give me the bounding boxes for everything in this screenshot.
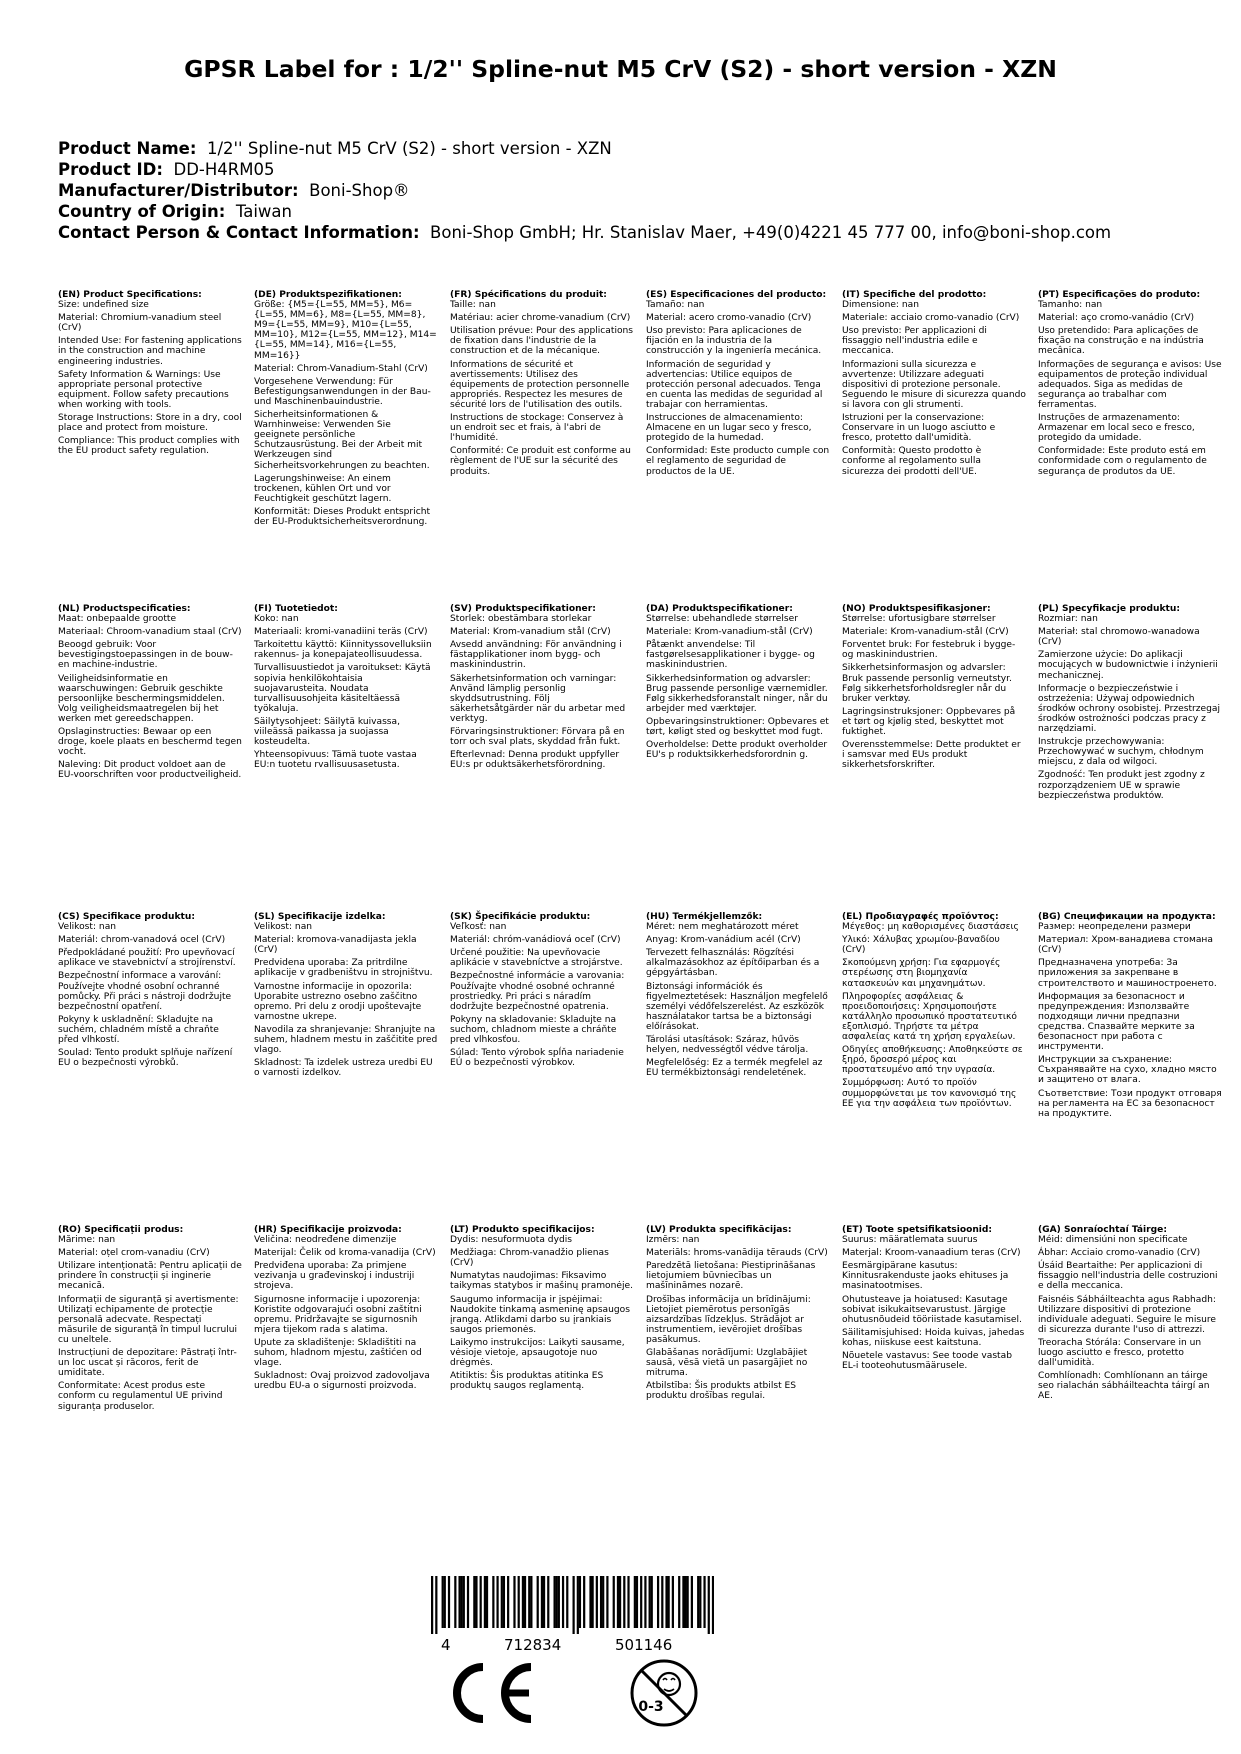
spec-line: Información de seguridad y advertencias: Utilice equipos de protección personal adecuados. Tenga en cuenta las medidas de seguridad al trabajar con herramientas. xyxy=(646,359,823,410)
spec-line: Megfelelőség: Ez a termék megfelel az EU termékbiztonsági rendeletének. xyxy=(646,1058,823,1079)
spec-line: Medžiaga: Chrom-vanadžio plienas (CrV) xyxy=(450,1248,609,1269)
info-value: 1/2'' Spline-nut M5 CrV (S2) - short version - XZN xyxy=(206,139,612,158)
spec-heading: (DE) Produktspezifikationen: xyxy=(254,290,402,300)
spec-heading: (HR) Specifikacije proizvoda: xyxy=(254,1225,402,1235)
spec-line: Materiale: Krom-vanadium-stål (CrV) xyxy=(646,627,813,638)
barcode-bar xyxy=(682,1576,684,1628)
spec-block xyxy=(254,1225,438,1394)
spec-line: Sigurnosne informacije i upozorenja: Koristite odgovarajući osobni zaštitni opremu. Pridržavajte se sigurnosnih mjera tijekom rada s alatima. xyxy=(254,1294,422,1335)
spec-line: Uso previsto: Per applicazioni di fissaggio nell'industria edile e meccanica. xyxy=(842,326,987,357)
spec-line: Eesmärgipärane kasutus: Kinnitusrakenduste jaoks ehituses ja masinatootmises. xyxy=(842,1261,1009,1292)
barcode-bar xyxy=(507,1576,509,1628)
barcode-bar xyxy=(712,1576,714,1634)
spec-line: Avsedd användning: För användning i fästapplikationer inom bygg- och maskinindustrin. xyxy=(450,640,622,671)
barcode-bar xyxy=(577,1576,579,1634)
barcode-bar xyxy=(617,1576,619,1628)
spec-line: Biztonsági információk és figyelmeztetések: Használjon megfelelő személyi védőfelszerelést. Az eszközök használatakor tartsa be a biztonsági előírásokat. xyxy=(646,981,828,1032)
barcode-bar xyxy=(668,1576,670,1628)
spec-block xyxy=(1038,290,1222,480)
barcode-bar xyxy=(562,1576,564,1628)
spec-line: Saugumo informacija ir įspėjimai: Naudokite tinkamą asmeninę apsaugos įrangą. Atlikdami darbo su įrankiais saugos priemonės. xyxy=(450,1294,630,1335)
spec-line: Предназначена употреба: За приложения за закрепване в строителството и машиностроенето. xyxy=(1038,958,1217,989)
spec-line: Tamanho: nan xyxy=(1038,300,1103,311)
spec-line: Materiale: Krom-vanadium-stål (CrV) xyxy=(842,627,1009,638)
spec-line: Méret: nem meghatározott méret xyxy=(646,922,799,933)
spec-line: Dydis: nesuformuota dydis xyxy=(450,1235,572,1246)
info-label: Contact Person & Contact Information: xyxy=(58,223,420,242)
spec-line: Οδηγίες αποθήκευσης: Αποθηκεύστε σε ξηρό, δροσερό μέρος και προστατευμένο από την υγρασία. xyxy=(842,1045,1023,1076)
spec-line: Upute za skladištenje: Skladištiti na suhom, hladnom mjestu, zaštićen od vlage. xyxy=(254,1337,422,1369)
spec-line: Overholdelse: Dette produkt overholder EU's p roduktsikkerhedsforordnin g. xyxy=(646,740,828,761)
spec-line: Dimensione: nan xyxy=(842,300,919,311)
barcode-bar xyxy=(458,1576,460,1628)
barcode-bar xyxy=(699,1576,701,1628)
spec-block xyxy=(450,1225,634,1394)
spec-block xyxy=(842,290,1026,480)
spec-heading: (PL) Specyfikacje produktu: xyxy=(1038,604,1180,614)
barcode-bar xyxy=(602,1576,604,1628)
spec-block xyxy=(1038,604,1222,804)
spec-line: Navodila za shranjevanje: Shranjujte na suhem, hladnem mestu in zaščitite pred vlago. xyxy=(254,1024,438,1056)
spec-line: Pokyny na skladovanie: Skladujte na suchom, chladnom mieste a chráňte pred vlhkosťou. xyxy=(450,1014,617,1046)
barcode-bar xyxy=(461,1576,463,1628)
barcode-bar xyxy=(623,1576,625,1628)
spec-line: Utilisation prévue: Pour des applications de fixation dans l'industrie de la construction et de la mécanique. xyxy=(450,326,634,357)
spec-line: Matériau: acier chrome-vanadium (CrV) xyxy=(450,313,631,324)
spec-block xyxy=(58,912,242,1071)
spec-line: Ohutusteave ja hoiatused: Kasutage sobivat isikukaitsevarustust. Järgige ohutusnõudeid tööriistade kasutamisel. xyxy=(842,1294,1022,1325)
spec-line: Velikost: nan xyxy=(58,922,117,933)
spec-line: Laikymo instrukcijos: Laikyti sausame, vėsioje vietoje, apsaugotoje nuo drėgmės. xyxy=(450,1337,625,1369)
spec-line: Yhteensopivuus: Tämä tuote vastaa EU:n tuotetu rvallisuusasetusta. xyxy=(254,750,417,771)
spec-block xyxy=(450,290,634,480)
spec-heading: (EN) Product Specifications: xyxy=(58,290,202,300)
spec-line: Atbilstība: Šis produkts atbilst ES produktu drošības regulai. xyxy=(646,1381,797,1402)
barcode-first-digit: 4 xyxy=(441,1636,451,1654)
spec-line: Σκοπούμενη χρήση: Για εφαρμογές στερέωσης στη βιομηχανία κατασκευών και μηχανημάτων. xyxy=(842,958,1001,989)
spec-line: Инструкции за съхранение: Съхранявайте на сухо, хладно място и защитено от влага. xyxy=(1038,1055,1217,1086)
spec-line: Informações de segurança e avisos: Use equipamentos de proteção individual adequados. Siga as medidas de segurança ao trabalhar com ferramentas. xyxy=(1038,359,1222,410)
info-row xyxy=(58,138,1111,159)
barcode-bar xyxy=(665,1576,667,1628)
spec-line: Materiaal: Chroom-vanadium staal (CrV) xyxy=(58,627,242,638)
spec-line: Materiaali: kromi-vanadiini teräs (CrV) xyxy=(254,627,428,638)
barcode-bar xyxy=(613,1576,615,1628)
spec-line: Veiligheidsinformatie en waarschuwingen: Gebruik geschikte persoonlijke beschermingsmiddelen. Volg veiligheidsmaatregelen bij het werken met gereedschappen. xyxy=(58,673,225,724)
barcode-bar xyxy=(435,1576,437,1634)
spec-line: Opbevaringsinstruktioner: Opbevares et tørt, køligt sted og beskyttet mod fugt. xyxy=(646,716,829,738)
barcode-bar xyxy=(691,1576,693,1628)
barcode-bar xyxy=(634,1576,636,1628)
page-title: GPSR Label for : 1/2'' Spline-nut M5 CrV (S2) - short version - XZN xyxy=(184,55,1057,83)
spec-line: Размер: неопределени размери xyxy=(1038,922,1191,933)
spec-block xyxy=(842,604,1026,773)
spec-line: Lagerungshinweise: An einem trockenen, kühlen Ort und vor Feuchtigkeit geschützt lagern. xyxy=(254,473,392,504)
barcode-bar xyxy=(649,1576,651,1628)
spec-line: Materijal: Čelik od kroma-vanadija (CrV) xyxy=(254,1248,436,1259)
spec-line: Größe: {M5={L=55, MM=5}, M6={L=55, MM=6}, M8={L=55, MM=8}, M9={L=55, MM=9}, M10={L=55, MM=10}, M12={L=55, MM=12}, M14={L=55, MM=14}, M16={L=55, MM=16}} xyxy=(254,300,437,361)
info-label: Manufacturer/Distributor: xyxy=(58,181,299,200)
barcode-bar xyxy=(644,1576,646,1628)
product-info xyxy=(58,138,1111,243)
spec-heading: (FR) Spécifications du produit: xyxy=(450,290,607,300)
barcode-bar xyxy=(467,1576,469,1628)
barcode-bar xyxy=(556,1576,558,1628)
barcode-bar xyxy=(596,1576,598,1628)
spec-block xyxy=(450,604,634,773)
spec-block xyxy=(450,912,634,1071)
spec-line: Μέγεθος: μη καθορισμένες διαστάσεις xyxy=(842,922,1019,933)
spec-heading: (PT) Especificações do produto: xyxy=(1038,290,1201,300)
spec-block xyxy=(254,290,438,530)
barcode-bar xyxy=(583,1576,585,1628)
barcode-bar xyxy=(657,1576,659,1628)
barcode-bar xyxy=(687,1576,689,1628)
spec-line: Material: acero cromo-vanadio (CrV) xyxy=(646,313,812,324)
spec-line: Ábhar: Acciaio cromo-vanadio (CrV) xyxy=(1038,1248,1201,1259)
spec-block xyxy=(1038,912,1222,1122)
spec-line: Bezpečnostné informácie a varovania: Používajte vhodné osobné ochranné prostriedky. Pri práci s náradím dodržujte bezpečnostné opatrenia. xyxy=(450,971,625,1012)
spec-line: Säkerhetsinformation och varningar: Använd lämplig personlig skyddsutrustning. Följ säkerhetsåtgärder när du arbetar med verktyg. xyxy=(450,673,626,724)
spec-line: Materiál: chrom-vanadová ocel (CrV) xyxy=(58,935,226,946)
spec-heading: (NL) Productspecificaties: xyxy=(58,604,191,614)
info-label: Product ID: xyxy=(58,160,163,179)
spec-line: Nõuetele vastavus: See toode vastab EL-i tooteohutusmäärusele. xyxy=(842,1351,1012,1372)
not-for-children-0-3-icon xyxy=(629,1658,699,1728)
barcode-left-digits: 712834 xyxy=(504,1636,562,1654)
spec-block xyxy=(58,1225,242,1415)
spec-line: Conformità: Questo prodotto è conforme al regolamento sulla sicurezza dei prodotti dell'UE. xyxy=(842,446,982,477)
barcode-bar xyxy=(496,1576,498,1628)
spec-line: Size: undefined size xyxy=(58,300,149,311)
spec-block xyxy=(254,912,438,1081)
spec-heading: (BG) Спецификации на продукта: xyxy=(1038,912,1216,922)
spec-line: Comhlíonadh: Comhlíonann an táirge seo rialachán sábháilteachta táirgí an AE. xyxy=(1038,1371,1210,1402)
spec-line: Materiał: stal chromowo-wanadowa (CrV) xyxy=(1038,627,1200,648)
info-value: Boni-Shop GmbH; Hr. Stanislav Maer, +49(0)4221 45 777 00, info@boni-shop.com xyxy=(430,223,1112,242)
barcode-bar xyxy=(592,1576,594,1628)
spec-line: Sikkerhetsinformasjon og advarsler: Bruk passende personlig verneutstyr. Følg sikkerhetsforholdsregler når du bruker verktøy. xyxy=(842,663,1012,704)
spec-line: Suurus: määratlemata suurus xyxy=(842,1235,978,1246)
spec-line: Overensstemmelse: Dette produktet er i samsvar med EUs produkt sikkerhetsforskrifter. xyxy=(842,740,1021,771)
spec-heading: (EL) Προδιαγραφές προϊόντος: xyxy=(842,912,999,922)
barcode-bar xyxy=(579,1576,581,1628)
spec-line: Predvidena uporaba: Za pritrdilne aplikacije v gradbeništvu in strojništvu. xyxy=(254,958,433,979)
spec-heading: (SV) Produktspecifikationer: xyxy=(450,604,596,614)
spec-line: Zgodność: Ten produkt jest zgodny z rozporządzeniem UE w sprawie bezpieczeństwa produktów. xyxy=(1038,770,1205,801)
spec-heading: (IT) Specifiche del prodotto: xyxy=(842,290,987,300)
spec-block xyxy=(646,1225,830,1405)
spec-line: Säilitamisjuhised: Hoida kuivas, jahedas kohas, niiskuse eest kaitstuna. xyxy=(842,1327,1025,1348)
spec-line: Maat: onbepaalde grootte xyxy=(58,614,177,625)
info-label: Country of Origin: xyxy=(58,202,226,221)
spec-line: Veľkosť: nan xyxy=(450,922,507,933)
barcode-bar xyxy=(503,1576,505,1628)
spec-heading: (ET) Toote spetsifikatsioonid: xyxy=(842,1225,993,1235)
info-value: DD-H4RM05 xyxy=(173,160,275,179)
spec-block xyxy=(842,912,1026,1112)
spec-line: Conformidade: Este produto está em conformidade com o regulamento de segurança de produtos da UE. xyxy=(1038,446,1207,477)
spec-line: Forventet bruk: For festebruk i bygge- og maskinindustrien. xyxy=(842,640,1016,661)
spec-line: Материал: Хром-ванадиева стомана (CrV) xyxy=(1038,935,1213,956)
barcode-bar xyxy=(697,1576,699,1628)
spec-line: Lagringsinstruksjoner: Oppbevares på et tørt og kjølig sted, beskyttet mot fuktighet. xyxy=(842,706,1016,738)
ce-mark-icon xyxy=(452,1662,538,1724)
spec-line: Utilizare intenționată: Pentru aplicații de prindere în construcții și inginerie mecanică. xyxy=(58,1261,242,1292)
spec-line: Glabāšanas norādījumi: Uzglabājiet sausā, vēsā vietā un pasargājiet no mitruma. xyxy=(646,1348,808,1379)
barcode-bar xyxy=(589,1576,591,1628)
info-row xyxy=(58,201,1111,222)
spec-line: Numatytas naudojimas: Fiksavimo taikymas statybos ir mašinų pramonėje. xyxy=(450,1271,633,1292)
spec-line: Faisnéis Sábháilteachta agus Rabhadh: Utilizzare dispositivi di protezione individuale adeguati. Seguire le misure di sicurezza durante l'uso di attrezzi. xyxy=(1038,1294,1217,1335)
barcode-bar xyxy=(703,1576,705,1628)
barcode-bar xyxy=(475,1576,477,1628)
spec-line: Bezpečnostní informace a varování: Používejte vhodné osobní ochranné pomůcky. Při práci s nástroji dodržujte bezpečnostní opatření. xyxy=(58,971,232,1012)
barcode-bar xyxy=(627,1576,629,1628)
spec-line: Säilytysohjeet: Säilytä kuivassa, viileässä paikassa ja suojassa kosteudelta. xyxy=(254,716,401,748)
barcode-bar xyxy=(541,1576,543,1628)
spec-line: Atitiktis: Šis produktas atitinka ES produktų saugos reglamentą. xyxy=(450,1371,604,1392)
spec-line: Treoracha Stórála: Conservare in un luogo asciutto e fresco, protetto dall'umidità. xyxy=(1038,1337,1202,1369)
spec-line: Velikost: nan xyxy=(254,922,313,933)
spec-line: Efterlevnad: Denna produkt uppfyller EU:s pr oduktsäkerhetsförordning. xyxy=(450,750,620,771)
spec-line: Material: kromova-vanadijasta jekla (CrV) xyxy=(254,935,417,956)
spec-line: Méid: dimensiúni non specificate xyxy=(1038,1235,1188,1246)
barcode-bar xyxy=(448,1576,450,1628)
spec-line: Taille: nan xyxy=(450,300,496,311)
spec-block xyxy=(646,912,830,1081)
spec-line: Naleving: Dit product voldoet aan de EU-voorschriften voor productveiligheid. xyxy=(58,760,242,781)
barcode-bar xyxy=(553,1576,555,1628)
barcode-bar xyxy=(543,1576,545,1628)
spec-line: Izmērs: nan xyxy=(646,1235,700,1246)
spec-heading: (DA) Produktspecifikationer: xyxy=(646,604,793,614)
spec-line: Koko: nan xyxy=(254,614,299,625)
spec-line: Materjal: Kroom-vanaadium teras (CrV) xyxy=(842,1248,1021,1259)
barcode-bar xyxy=(524,1576,526,1628)
spec-line: Uso previsto: Para aplicaciones de fijación en la industria de la construcción y la ingeniería mecánica. xyxy=(646,326,822,357)
barcode-bar xyxy=(573,1576,575,1634)
barcode-bar xyxy=(619,1576,621,1628)
barcode-bar xyxy=(501,1576,503,1628)
spec-line: Material: aço cromo-vanádio (CrV) xyxy=(1038,313,1195,324)
spec-line: Konformität: Dieses Produkt entspricht der EU-Produktsicherheitsverordnung. xyxy=(254,506,431,527)
spec-line: Conformité: Ce produit est conforme au règlement de l'UE sur la sécurité des produits. xyxy=(450,446,631,477)
spec-block xyxy=(58,290,242,459)
barcode-bar xyxy=(454,1576,456,1628)
spec-line: Størrelse: ufortusigbare størrelser xyxy=(842,614,996,625)
barcode-bar xyxy=(480,1576,482,1628)
spec-line: Compliance: This product complies with the EU product safety regulation. xyxy=(58,436,240,457)
info-value: Boni-Shop® xyxy=(309,181,410,200)
barcode-bar xyxy=(708,1576,710,1634)
info-row xyxy=(58,159,1111,180)
barcode-bar xyxy=(672,1576,674,1628)
spec-heading: (FI) Tuotetiedot: xyxy=(254,604,338,614)
spec-heading: (NO) Produktspesifikasjoner: xyxy=(842,604,991,614)
barcode-bar xyxy=(522,1576,524,1628)
info-value: Taiwan xyxy=(235,202,292,221)
spec-line: Tamaño: nan xyxy=(646,300,705,311)
spec-line: Material: Chromium-vanadium steel (CrV) xyxy=(58,313,222,334)
spec-line: Storage Instructions: Store in a dry, cool place and protect from moisture. xyxy=(58,413,242,434)
spec-line: Rozmiar: nan xyxy=(1038,614,1098,625)
spec-line: Skladnost: Ta izdelek ustreza uredbi EU o varnosti izdelkov. xyxy=(254,1058,433,1079)
spec-line: Predviđena uporaba: Za primjene vezivanja u građevinskoj i industriji strojeva. xyxy=(254,1261,415,1292)
spec-heading: (GA) Sonraíochtaí Táirge: xyxy=(1038,1225,1167,1235)
spec-line: Instrucciones de almacenamiento: Almacene en un lugar seco y fresco, protegido de la humedad. xyxy=(646,413,812,444)
barcode-bar xyxy=(473,1576,475,1628)
barcode-bar xyxy=(442,1576,444,1628)
spec-line: Съответствие: Този продукт отговаря на регламента на ЕС за безопасност на продуктите. xyxy=(1038,1088,1222,1119)
spec-line: Materiale: acciaio cromo-vanadio (CrV) xyxy=(842,313,1020,324)
info-row xyxy=(58,222,1111,243)
spec-line: Påtænkt anvendelse: Til fastgørelsesapplikationer i bygge- og maskinindustrien. xyxy=(646,640,815,671)
spec-line: Sikkerhedsinformation og advarsler: Brug passende personlige værnemidler. Følg sikkerhedsforanstalt ninger, når du arbejder med værktøjer. xyxy=(646,673,828,714)
spec-heading: (RO) Specificații produs: xyxy=(58,1225,184,1235)
spec-line: Informacje o bezpieczeństwie i ostrzeżenia: Używaj odpowiednich środków ochrony osobistej. Przestrzegaj środków ostrożności podczas pracy z narzędziami. xyxy=(1038,683,1220,735)
spec-block xyxy=(842,1225,1026,1374)
spec-line: Størrelse: ubehandlede størrelser xyxy=(646,614,798,625)
spec-line: Soulad: Tento produkt splňuje nařízení EU o bezpečnosti výrobků. xyxy=(58,1048,233,1069)
barcode-bar xyxy=(684,1576,686,1628)
spec-line: Υλικό: Χάλυβας χρωμίου-βαναδίου (CrV) xyxy=(842,935,1000,956)
spec-line: Intended Use: For fastening applications in the construction and machine engineering industries. xyxy=(58,336,242,367)
spec-line: Συμμόρφωση: Αυτό το προϊόν συμμορφώνεται με τον κανονισμό της ΕΕ για την ασφάλεια των προϊόντων. xyxy=(842,1078,1017,1109)
barcode-bar xyxy=(678,1576,680,1628)
barcode-bar xyxy=(486,1576,488,1628)
spec-line: Tervezett felhasználás: Rögzítési alkalmazásokhoz az építőiparban és a gépgyártásban. xyxy=(646,948,820,979)
spec-heading: (LV) Produkta specifikācijas: xyxy=(646,1225,792,1235)
barcode-bar xyxy=(600,1576,602,1628)
spec-heading: (SK) Špecifikácie produktu: xyxy=(450,912,591,922)
barcode-bar xyxy=(530,1576,532,1628)
spec-line: Vorgesehene Verwendung: Für Befestigungsanwendungen in der Bau- und Maschinenbauindustrie. xyxy=(254,376,431,407)
spec-line: Instruções de armazenamento: Armazenar em local seco e fresco, protegido da umidade. xyxy=(1038,413,1195,444)
spec-line: Instrucțiuni de depozitare: Păstrați într-un loc uscat și răcoros, ferit de umiditate. xyxy=(58,1348,237,1379)
spec-line: Material: Chrom-Vanadium-Stahl (CrV) xyxy=(254,363,428,374)
barcode-right-digits: 501146 xyxy=(615,1636,673,1654)
spec-line: Förvaringsinstruktioner: Förvara på en torr och sval plats, skyddad från fukt. xyxy=(450,727,625,748)
barcode-bar xyxy=(518,1576,520,1628)
info-row xyxy=(58,180,1111,201)
barcode xyxy=(431,1576,714,1634)
spec-line: Drošības informācija un brīdinājumi: Lietojiet piemērotus personīgās aizsardzības līdzekļus. Strādājot ar instrumentiem, ievērojiet drošības pasākumus. xyxy=(646,1294,811,1345)
barcode-bar xyxy=(513,1576,515,1628)
spec-line: Информация за безопасност и предупреждения: Използвайте подходящи лични предпазни средства. Спазвайте мерките за безопасност при работа с инструменти. xyxy=(1038,991,1195,1053)
barcode-bar xyxy=(431,1576,433,1634)
spec-line: Úsáid Beartaithe: Per applicazioni di fissaggio nell'industria delle costruzioni e della meccanica. xyxy=(1038,1261,1218,1292)
spec-line: Beoogd gebruik: Voor bevestigingstoepassingen in de bouw- en machine-industrie. xyxy=(58,640,233,671)
spec-heading: (CS) Specifikace produktu: xyxy=(58,912,195,922)
barcode-bar xyxy=(661,1576,663,1628)
info-label: Product Name: xyxy=(58,139,197,158)
spec-block xyxy=(646,290,830,480)
barcode-bar xyxy=(640,1576,642,1628)
spec-line: Sukladnost: Ovaj proizvod zadovoljava uredbu EU-a o sigurnosti proizvoda. xyxy=(254,1371,430,1392)
spec-line: Turvallisuustiedot ja varoitukset: Käytä sopivia henkilökohtaisia suojavarusteita. Noudata turvallisuusohjeita käsiteltäessä työkaluja. xyxy=(254,663,431,714)
barcode-bar xyxy=(444,1576,446,1628)
spec-line: Tarkoitettu käyttö: Kiinnityssovelluksiin rakennus- ja konepajateollisuudessa. xyxy=(254,640,432,661)
spec-line: Safety Information & Warnings: Use appropriate personal protective equipment. Follow safety precautions when working with tools. xyxy=(58,369,229,410)
spec-line: Conformidad: Este producto cumple con el reglamento de seguridad de productos de la UE. xyxy=(646,446,830,477)
barcode-bar xyxy=(558,1576,560,1628)
spec-line: Sicherheitsinformationen & Warnhinweise: Verwenden Sie geeignete persönliche Schutzausrüstung. Bei der Arbeit mit Werkzeugen sind Sicherheitsvorkehrungen zu beachten. xyxy=(254,410,430,471)
spec-line: Materiāls: hroms-vanādija tērauds (CrV) xyxy=(646,1248,828,1259)
spec-line: Conformitate: Acest produs este conform cu regulamentul UE privind siguranța produselor. xyxy=(58,1381,223,1412)
spec-line: Informazioni sulla sicurezza e avvertenze: Utilizzare adeguati dispositivi di protezione personale. Seguendo le misure di sicurezza quando si lavora con gli strumenti. xyxy=(842,359,1026,410)
spec-line: Informații de siguranță și avertismente: Utilizați echipamente de protecție personală adecvate. Respectați măsurile de siguranță în timpul lucrului cu uneltele. xyxy=(58,1294,239,1345)
spec-line: Tárolási utasítások: Száraz, hűvös helyen, nedvességtől védve tárolja. xyxy=(646,1035,809,1056)
barcode-bar xyxy=(566,1576,568,1628)
spec-line: Opslaginstructies: Bewaar op een droge, koele plaats en beschermd tegen vocht. xyxy=(58,727,242,758)
spec-line: Πληροφορίες ασφάλειας & προειδοποιήσεις: Χρησιμοποιήστε κατάλληλο προσωπικό προστατευτικό εξοπλισμό. Τηρήστε τα μέτρα ασφαλείας κατά τη χρήση εργαλείων. xyxy=(842,991,1017,1043)
spec-line: Mărime: nan xyxy=(58,1235,116,1246)
spec-line: Paredzētā lietošana: Piestiprināšanas lietojumiem būvniecības un mašīnināmes nozarē. xyxy=(646,1261,816,1292)
barcode-bar xyxy=(606,1576,608,1628)
svg-text:0-3: 0-3 xyxy=(638,1699,664,1715)
spec-block xyxy=(58,604,242,784)
spec-line: Varnostne informacije in opozorila: Uporabite ustrezno osebno zaščitno opremo. Pri delu z orodji upoštevajte varnostne ukrepe. xyxy=(254,981,422,1022)
barcode-bar xyxy=(492,1576,494,1628)
spec-block xyxy=(1038,1225,1222,1405)
spec-line: Pokyny k uskladnění: Skladujte na suchém, chladném místě a chraňte před vlhkostí. xyxy=(58,1014,219,1046)
spec-line: Material: Krom-vanadium stål (CrV) xyxy=(450,627,611,638)
spec-heading: (LT) Produkto specifikacijos: xyxy=(450,1225,595,1235)
barcode-bar xyxy=(528,1576,530,1628)
spec-heading: (ES) Especificaciones del producto: xyxy=(646,290,827,300)
spec-heading: (SL) Specifikacije izdelka: xyxy=(254,912,386,922)
spec-line: Informations de sécurité et avertissements: Utilisez des équipements de protection personnelle appropriés. Respectez les mesures de sécurité lors de l'utilisation des outils. xyxy=(450,359,630,410)
spec-line: Materiál: chróm-vanádiová oceľ (CrV) xyxy=(450,935,621,946)
spec-block xyxy=(254,604,438,773)
spec-block xyxy=(646,604,830,763)
spec-line: Instrukcje przechowywania: Przechowywać w suchym, chłodnym miejscu, z dala od wilgoci. xyxy=(1038,737,1204,768)
spec-line: Storlek: obestämbara storlekar xyxy=(450,614,592,625)
spec-line: Istruzioni per la conservazione: Conservare in un luogo asciutto e fresco, protetto dall'umidità. xyxy=(842,413,996,444)
barcode-bar xyxy=(484,1576,486,1628)
barcode-bar xyxy=(537,1576,539,1628)
spec-heading: (HU) Termékjellemzők: xyxy=(646,912,763,922)
spec-line: Súlad: Tento výrobok spĺňa nariadenie EÚ o bezpečnosti výrobkov. xyxy=(450,1048,624,1069)
barcode-bar xyxy=(547,1576,549,1628)
spec-line: Veličina: neodređene dimenzije xyxy=(254,1235,397,1246)
barcode-bar xyxy=(651,1576,653,1628)
spec-line: Anyag: Krom-vanádium acél (CrV) xyxy=(646,935,801,946)
spec-line: Zamierzone użycie: Do aplikacji mocujących w budownictwie i inżynierii mechanicznej. xyxy=(1038,650,1218,681)
spec-line: Předpokládané použití: Pro upevňovací aplikace ve stavebnictví a strojírenství. xyxy=(58,948,236,969)
barcode-bar xyxy=(636,1576,638,1628)
spec-line: Určené použitie: Na upevňovacie aplikácie v stavebníctve a strojárstve. xyxy=(450,948,623,969)
barcode-bar xyxy=(463,1576,465,1628)
spec-line: Uso pretendido: Para aplicações de fixação na construção e na indústria mecânica. xyxy=(1038,326,1204,357)
spec-line: Material: oțel crom-vanadiu (CrV) xyxy=(58,1248,210,1259)
spec-line: Instructions de stockage: Conservez à un endroit sec et frais, à l'abri de l'humidité. xyxy=(450,413,624,444)
